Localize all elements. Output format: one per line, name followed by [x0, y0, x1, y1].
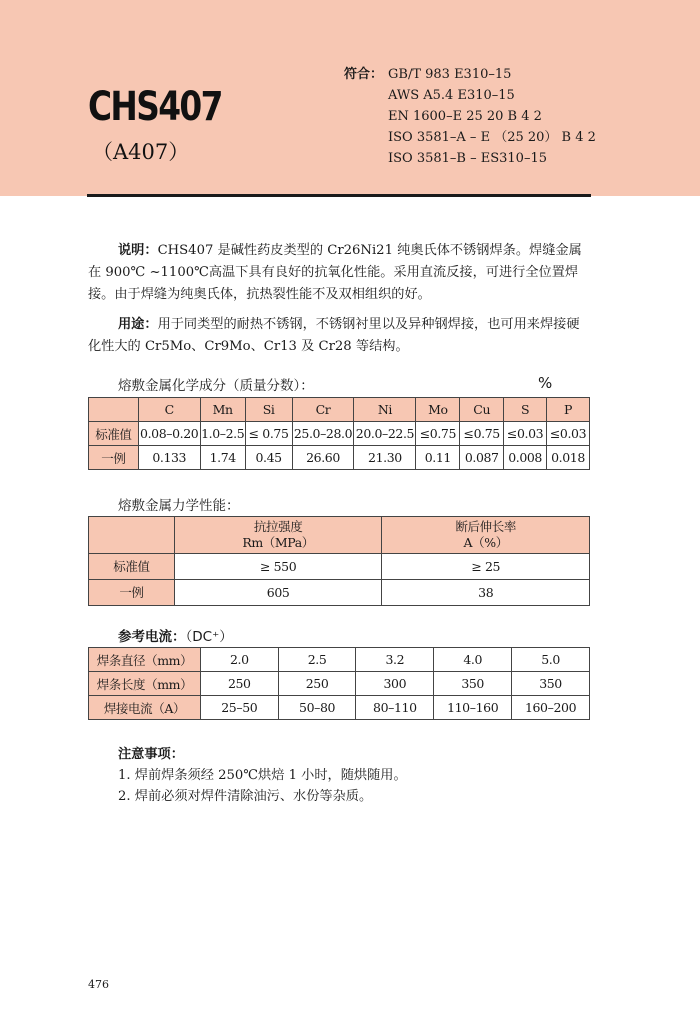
- table-cell: ≤0.03: [504, 422, 547, 446]
- table-cell: Si: [245, 398, 292, 422]
- table-cell: C: [138, 398, 200, 422]
- table-cell: ≥ 550: [174, 554, 382, 580]
- table-cell: S: [504, 398, 547, 422]
- table-row: [89, 580, 590, 606]
- standard-item: GB/T 983 E310–15: [388, 67, 512, 82]
- note-item: 2. 焊前必须对焊件清除油污、水份等杂质。: [118, 789, 373, 804]
- table-cell: 25.0–28.0: [292, 422, 354, 446]
- table-cell: 2.0: [200, 648, 278, 672]
- table-cell: Mn: [200, 398, 245, 422]
- table-cell: 1.0–2.5: [200, 422, 245, 446]
- page-number: 476: [88, 978, 109, 991]
- conform-label: 符合：: [344, 67, 384, 82]
- table-cell: 605: [174, 580, 382, 606]
- table-cell: 250: [200, 672, 278, 696]
- table-cell: 一例: [89, 580, 175, 606]
- table-cell: [174, 517, 382, 554]
- table-cell: 5.0: [512, 648, 590, 672]
- table-row: [89, 648, 590, 672]
- header-line: Rm（MPa）: [242, 535, 314, 550]
- table-row: [89, 422, 590, 446]
- table-cell: 26.60: [292, 446, 354, 470]
- standards-list: [388, 64, 596, 169]
- chem-table: [88, 397, 590, 470]
- current-title-suffix: （DC⁺）: [185, 629, 233, 645]
- alt-code: （A407）: [92, 140, 190, 164]
- table-cell: Cu: [460, 398, 504, 422]
- table-cell: [89, 517, 175, 554]
- table-cell: P: [547, 398, 590, 422]
- table-cell: 1.74: [200, 446, 245, 470]
- table-cell: 一例: [89, 446, 139, 470]
- table-cell: 250: [278, 672, 356, 696]
- table-cell: ≥ 25: [382, 554, 590, 580]
- table-cell: ≤0.75: [416, 422, 460, 446]
- table-cell: Mo: [416, 398, 460, 422]
- product-code: CHS407: [88, 84, 222, 130]
- current-table: [88, 647, 590, 720]
- table-cell: 焊条长度（mm）: [89, 672, 201, 696]
- table-row: [89, 672, 590, 696]
- note-item: 1. 焊前焊条须经 250℃烘焙 1 小时，随烘随用。: [118, 768, 407, 783]
- table-cell: [89, 398, 139, 422]
- table-cell: 3.2: [356, 648, 434, 672]
- table-cell: Ni: [354, 398, 416, 422]
- table-cell: 25–50: [200, 696, 278, 720]
- table-row: [89, 696, 590, 720]
- table-cell: Cr: [292, 398, 354, 422]
- table-cell: 0.11: [416, 446, 460, 470]
- table-cell: 50–80: [278, 696, 356, 720]
- table-cell: 300: [356, 672, 434, 696]
- table-cell: 110–160: [434, 696, 512, 720]
- notes-block: [118, 744, 407, 807]
- usage-paragraph: [88, 314, 590, 358]
- notes-title: 注意事项：: [118, 747, 184, 762]
- table-cell: 0.08–0.20: [138, 422, 200, 446]
- mech-table: [88, 516, 590, 606]
- table-cell: 标准值: [89, 422, 139, 446]
- table-cell: 0.45: [245, 446, 292, 470]
- usage-label: 用途：: [118, 317, 158, 332]
- table-cell: 80–110: [356, 696, 434, 720]
- table-cell: 20.0–22.5: [354, 422, 416, 446]
- description-label: 说明：: [118, 243, 158, 258]
- table-cell: 2.5: [278, 648, 356, 672]
- table-cell: 0.008: [504, 446, 547, 470]
- table-cell: 0.018: [547, 446, 590, 470]
- chem-unit: %: [538, 374, 553, 392]
- table-cell: ≤0.03: [547, 422, 590, 446]
- table-cell: ≤ 0.75: [245, 422, 292, 446]
- chem-header-row: [89, 398, 590, 422]
- standard-item: ISO 3581–B – ES310–15: [388, 151, 547, 166]
- current-title: 参考电流：: [118, 629, 186, 645]
- table-cell: 38: [382, 580, 590, 606]
- header-line: A（%）: [463, 535, 508, 550]
- table-cell: 焊接电流（A）: [89, 696, 201, 720]
- standard-item: AWS A5.4 E310–15: [388, 88, 515, 103]
- table-cell: 0.133: [138, 446, 200, 470]
- table-cell: ≤0.75: [460, 422, 504, 446]
- current-title-block: [118, 625, 233, 645]
- standard-item: ISO 3581–A – E （25 20） B 4 2: [388, 130, 596, 145]
- header-line: 断后伸长率: [455, 519, 516, 534]
- header-rule: [87, 194, 591, 197]
- table-cell: 160–200: [512, 696, 590, 720]
- table-cell: 350: [434, 672, 512, 696]
- chem-title: 熔敷金属化学成分（质量分数）：: [118, 378, 314, 394]
- table-row: [89, 446, 590, 470]
- usage-text: 用于同类型的耐热不锈钢，不锈钢衬里以及异种钢焊接，也可用来焊接硬化性大的 Cr5Mo、Cr9Mo、Cr13 及 Cr28 等结构。: [88, 317, 580, 354]
- table-cell: 焊条直径（mm）: [89, 648, 201, 672]
- mech-title: 熔敷金属力学性能：: [118, 498, 240, 514]
- description-text: CHS407 是碱性药皮类型的 Cr26Ni21 纯奥氏体不锈钢焊条。焊缝金属在 900℃ ~1100℃高温下具有良好的抗氧化性能。采用直流反接，可进行全位置焊接。由于焊缝为纯奥氏体，抗热裂性能不及双相组织的好。: [88, 243, 582, 302]
- description-paragraph: [88, 240, 590, 306]
- table-cell: 0.087: [460, 446, 504, 470]
- mech-header-row: [89, 517, 590, 554]
- table-cell: [382, 517, 590, 554]
- table-row: [89, 554, 590, 580]
- standard-item: EN 1600–E 25 20 B 4 2: [388, 109, 542, 124]
- table-cell: 4.0: [434, 648, 512, 672]
- table-cell: 350: [512, 672, 590, 696]
- header-line: 抗拉强度: [253, 519, 303, 534]
- table-cell: 标准值: [89, 554, 175, 580]
- table-cell: 21.30: [354, 446, 416, 470]
